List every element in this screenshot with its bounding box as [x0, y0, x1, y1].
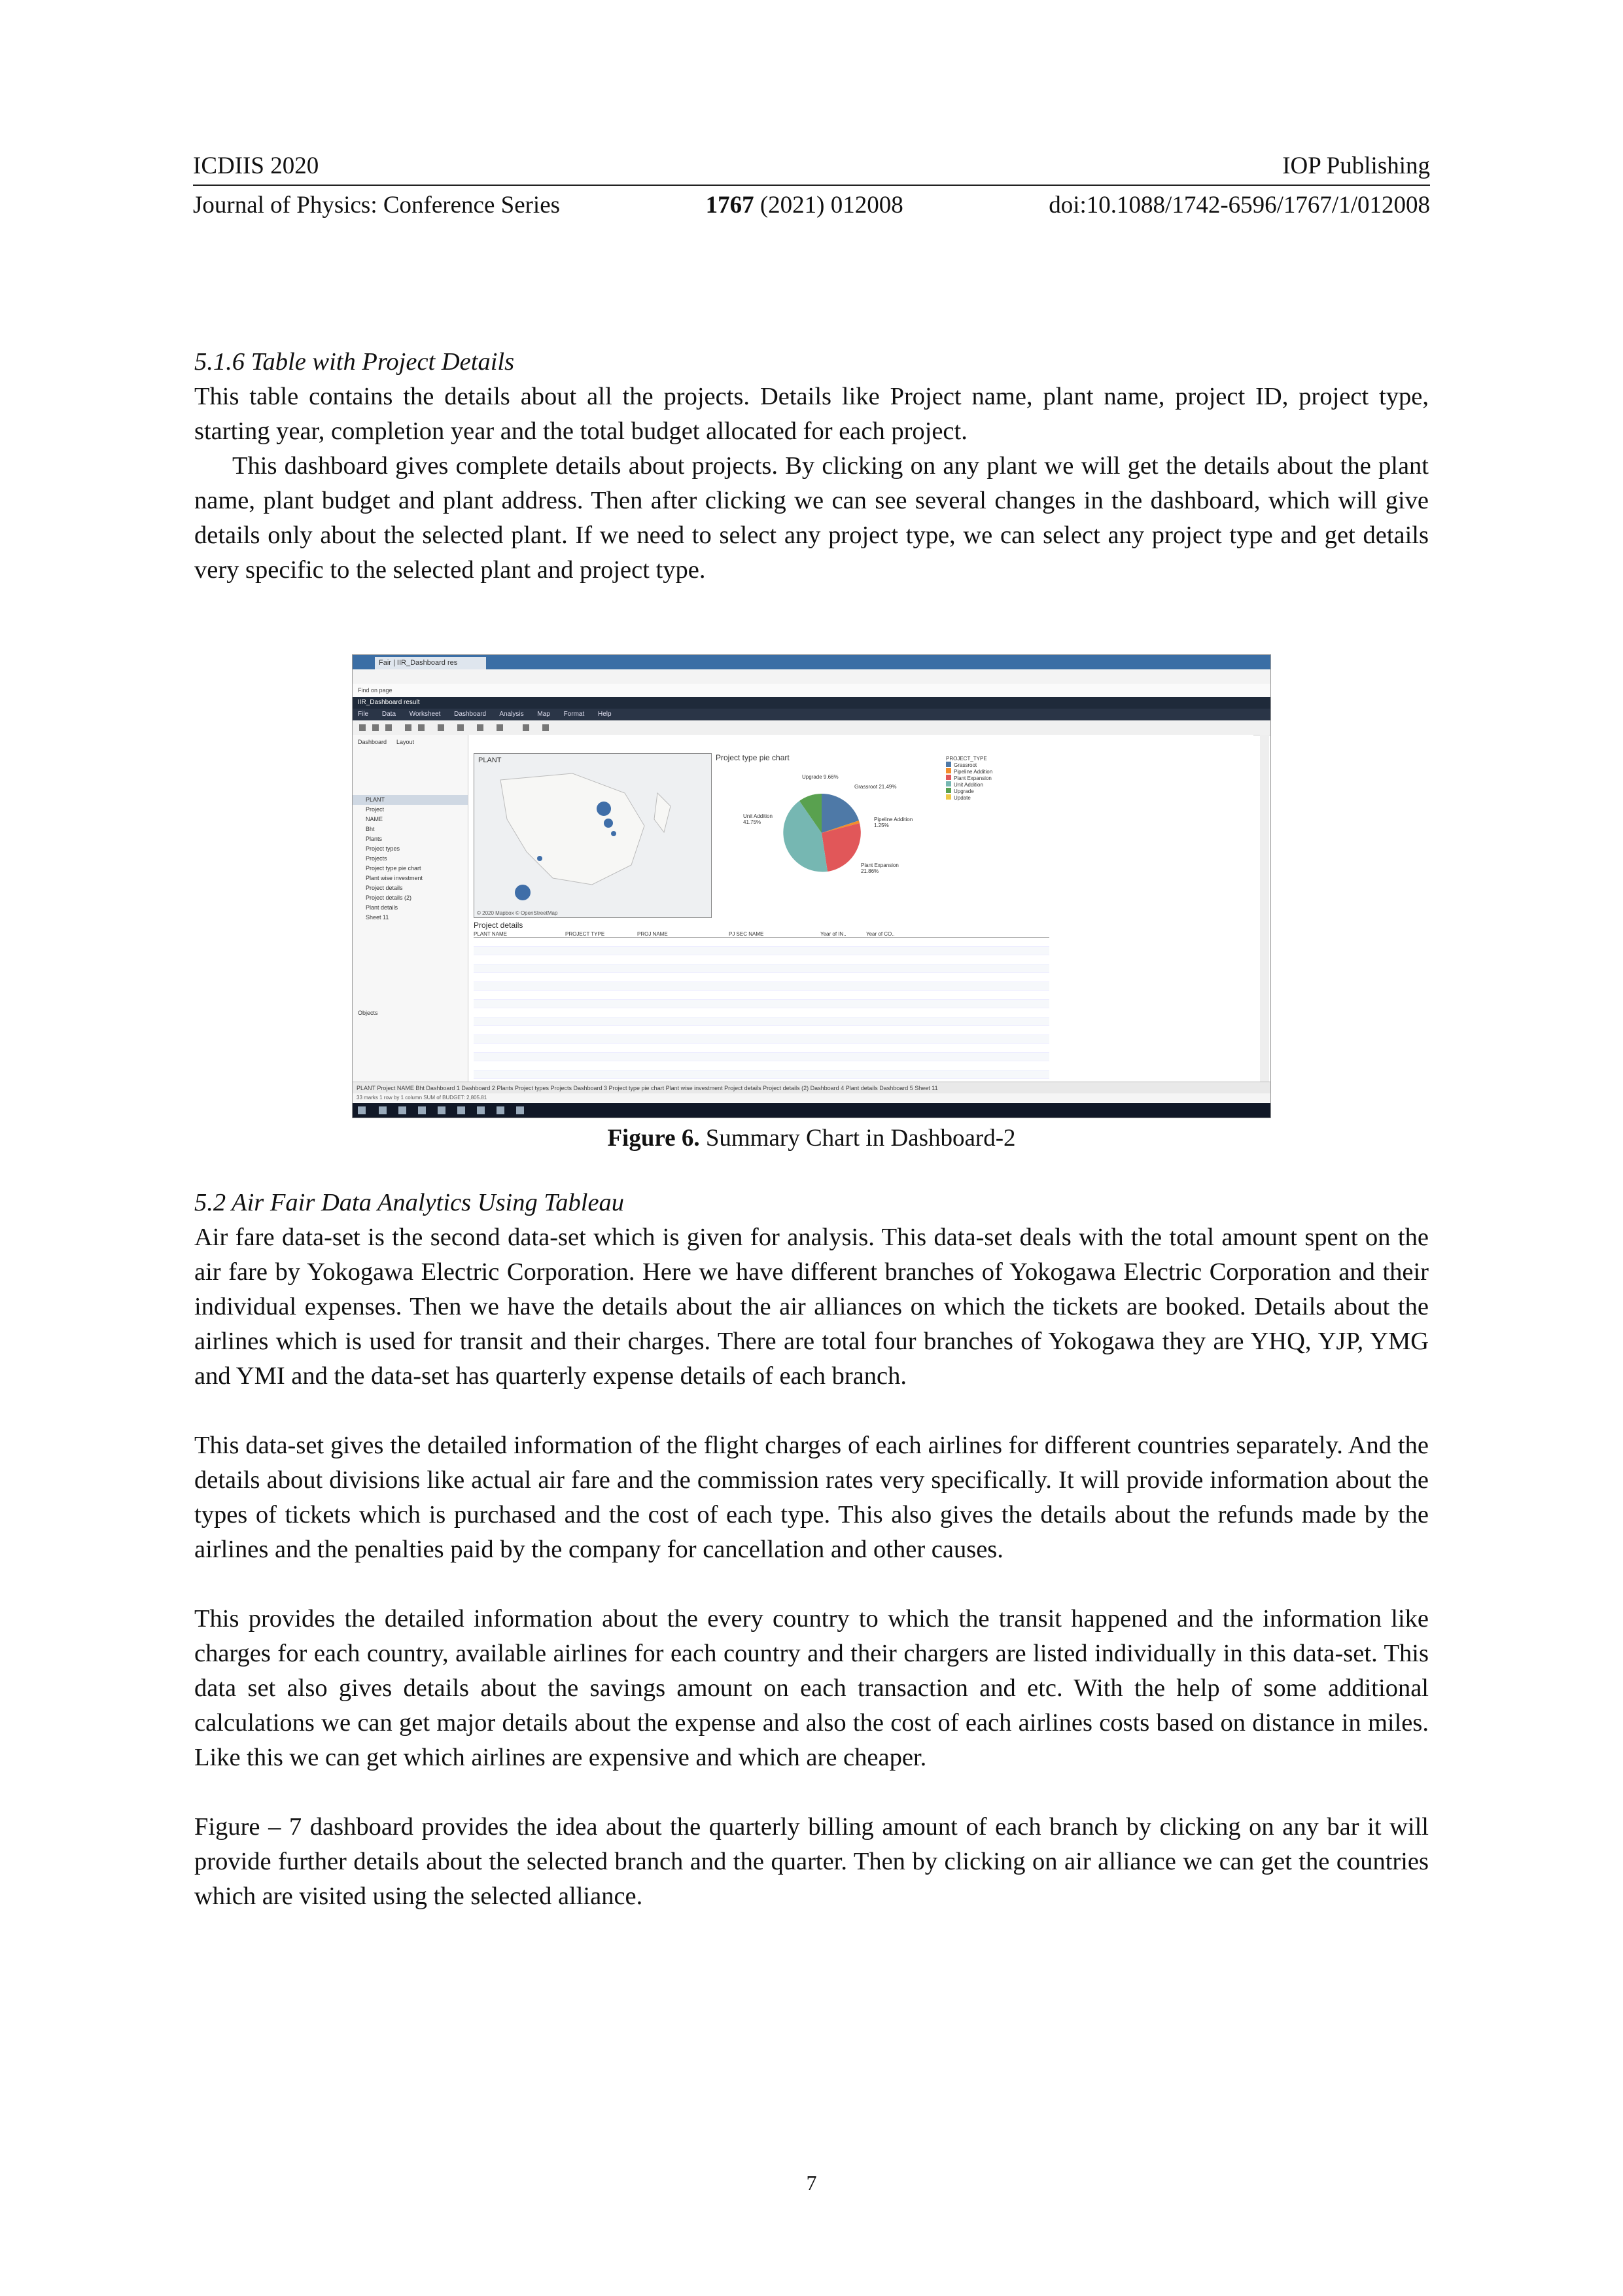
- plant-marker[interactable]: [537, 856, 542, 861]
- dashboard-sidebar: [353, 735, 468, 1082]
- pie-chart-title: Project type pie chart: [716, 753, 790, 762]
- pie-label: Grassroot 21.49%: [854, 784, 897, 790]
- pie-label: Unit Addition 41.75%: [743, 813, 773, 825]
- legend-title: PROJECT_TYPE: [946, 756, 987, 762]
- table-header-cell[interactable]: [912, 931, 1036, 937]
- sheet-item[interactable]: Plants: [366, 836, 383, 842]
- plant-marker[interactable]: [604, 819, 613, 828]
- toolbar-icons: [353, 720, 680, 735]
- legend-item[interactable]: [946, 781, 1031, 788]
- project-details-table[interactable]: [474, 931, 1049, 1078]
- legend-swatch: [946, 762, 951, 767]
- sheet-tabs[interactable]: PLANT Project NAME Bht Dashboard 1 Dashboard 2 Plants Project types Projects Dashboard 3 Project type pie chart Plant wise investment Project details Project details (2) Dashboard 4 Plant details Dashboard 5 Sheet 11: [353, 1082, 1270, 1094]
- sheet-list: [353, 795, 468, 923]
- browser-url-bar[interactable]: [353, 669, 1270, 684]
- browser-tab[interactable]: Fair | IIR_Dashboard res: [375, 657, 486, 669]
- pie-legend: [946, 756, 1031, 801]
- paragraph: Air fare data-set is the second data-set which is given for analysis. This data-set deals with the total amount spent on the air fare by Yokogawa Electric Corporation. Here we have different branches of Yokogawa Electric Corporation and their individual expenses. Then we have the details about the air alliances on which the tickets are booked. Details about the airlines which is used for transit and their charges. There are total four branches of Yokogawa they are YHQ, YJP, YMG and YMI and the data-set has quarterly expense details of each branch.: [194, 1224, 1429, 1390]
- table-row[interactable]: [474, 1026, 1049, 1035]
- page-number: 7: [806, 2171, 817, 2195]
- table-row[interactable]: [474, 1044, 1049, 1053]
- sheet-item[interactable]: Project type pie chart: [366, 865, 421, 872]
- sheet-item[interactable]: Project: [366, 806, 385, 813]
- plant-marker[interactable]: [611, 831, 616, 836]
- sheet-item[interactable]: Plant wise investment: [366, 875, 423, 881]
- sheet-item[interactable]: NAME: [366, 816, 383, 822]
- paragraph: Figure – 7 dashboard provides the idea about the quarterly billing amount of each branch by clicking on any bar it will provide further details about the selected branch and the quarter. Then by clicking on air alliance we can get the countries which are visited using the selected alliance.: [194, 1813, 1429, 1910]
- sheet-item[interactable]: Project types: [366, 845, 400, 852]
- table-row[interactable]: [474, 1053, 1049, 1062]
- legend-swatch: [946, 781, 951, 786]
- figure-6-screenshot: [352, 654, 1271, 1118]
- pie-label: Upgrade 9.66%: [802, 774, 839, 780]
- legend-item[interactable]: [946, 762, 1031, 768]
- section-heading: 5.1.6 Table with Project Details: [194, 348, 515, 376]
- plant-marker[interactable]: [515, 885, 531, 900]
- table-header-cell[interactable]: Year of IN..: [820, 931, 846, 937]
- legend-label: Pipeline Addition: [954, 769, 993, 775]
- legend-item[interactable]: [946, 775, 1031, 781]
- paragraph: This data-set gives the detailed information of the flight charges of each airlines for different countries separately. And the details about divisions like actual air fare and the commission rates very specifically. It will provide information about the types of tickets which is purchased and the cost of each type. This also gives the details about the refunds made by the airlines and the penalties paid by the company for cancellation and other causes.: [194, 1432, 1429, 1563]
- table-row[interactable]: [474, 973, 1049, 982]
- plant-map[interactable]: [474, 753, 712, 918]
- table-row[interactable]: [474, 947, 1049, 956]
- legend-label: Grassroot: [954, 762, 977, 768]
- table-row[interactable]: [474, 1000, 1049, 1009]
- legend-swatch: [946, 794, 951, 800]
- journal-line: [193, 191, 1430, 220]
- issue-info: (2021) 012008: [759, 192, 903, 219]
- table-title: Project details: [474, 921, 523, 930]
- table-header-cell[interactable]: PJ SEC NAME: [729, 931, 764, 937]
- legend-label: Plant Expansion: [954, 775, 992, 781]
- section-heading: 5.2 Air Fair Data Analytics Using Tableau: [194, 1189, 625, 1216]
- toolbar[interactable]: [353, 720, 1270, 735]
- legend-label: Unit Addition: [954, 782, 983, 788]
- table-row[interactable]: [474, 1070, 1049, 1080]
- taskbar-icons: [353, 1103, 614, 1118]
- table-header-cell[interactable]: PLANT NAME: [474, 931, 507, 937]
- volume-info: [706, 191, 903, 220]
- publisher-name: IOP Publishing: [1282, 152, 1430, 179]
- legend-item[interactable]: [946, 788, 1031, 794]
- table-row[interactable]: [474, 938, 1049, 947]
- browser-tab-strip: [353, 655, 1270, 669]
- legend-label: Upgrade: [954, 788, 974, 794]
- legend-swatch: [946, 775, 951, 780]
- volume-number: 1767: [705, 192, 754, 219]
- table-header-row: [474, 931, 1049, 938]
- objects-panel: Objects: [358, 1010, 378, 1016]
- table-row[interactable]: [474, 1061, 1049, 1070]
- vertical-scrollbar[interactable]: [1260, 735, 1269, 1082]
- menu-bar[interactable]: File Data Worksheet Dashboard Analysis Map Format Help: [353, 709, 1270, 720]
- app-title-bar: IIR_Dashboard result: [353, 697, 1270, 709]
- table-row[interactable]: [474, 955, 1049, 964]
- sheet-item[interactable]: Projects: [366, 855, 387, 862]
- caption-text: Summary Chart in Dashboard-2: [699, 1125, 1016, 1152]
- find-bar: [353, 684, 1270, 698]
- table-header-cell[interactable]: PROJECT TYPE: [565, 931, 605, 937]
- map-title: PLANT: [478, 756, 502, 764]
- status-bar: 33 marks 1 row by 1 column SUM of BUDGET: 2,805.81: [353, 1093, 1270, 1103]
- paragraph: This table contains the details about all the projects. Details like Project name, plant name, project ID, project type, starting year, completion year and the total budget allocated for each project.: [194, 383, 1429, 445]
- legend-item[interactable]: [946, 794, 1031, 801]
- windows-taskbar: [353, 1103, 1270, 1118]
- running-header: [193, 152, 1430, 181]
- map-drawing: [474, 754, 711, 917]
- map-credit: © 2020 Mapbox © OpenStreetMap: [477, 910, 558, 916]
- table-header-cell[interactable]: Year of CO..: [866, 931, 895, 937]
- dashboard-tab-label[interactable]: Dashboard Layout: [358, 739, 415, 745]
- section-5-1-6: [194, 345, 1429, 588]
- sheet-item[interactable]: Project details (2): [366, 894, 412, 901]
- table-row[interactable]: [474, 1017, 1049, 1027]
- dashboard-canvas: [468, 735, 1253, 1082]
- find-label: Find on page: [358, 687, 393, 694]
- paragraph: This dashboard gives complete details about projects. By clicking on any plant we will get the details about the plant name, plant budget and plant address. Then after clicking we can see several changes in the dashboard, which will give details only about the selected plant. If we need to select any project type, we can select any project type and get details very specific to the selected plant and project type.: [194, 452, 1429, 584]
- project-type-pie-chart[interactable]: [710, 761, 946, 905]
- caption-label: Figure 6.: [607, 1125, 700, 1152]
- legend-swatch: [946, 768, 951, 773]
- table-row[interactable]: [474, 991, 1049, 1000]
- sheet-item[interactable]: Sheet 11: [366, 914, 389, 921]
- table-row[interactable]: [474, 964, 1049, 974]
- table-row[interactable]: [474, 982, 1049, 991]
- doi: doi:10.1088/1742-6596/1767/1/012008: [1049, 192, 1430, 219]
- legend-item[interactable]: [946, 768, 1031, 775]
- sheet-item[interactable]: Plant details: [366, 904, 398, 911]
- plant-marker[interactable]: [597, 802, 611, 816]
- figure-caption: [0, 1124, 1623, 1153]
- table-row[interactable]: [474, 1008, 1049, 1017]
- sheet-item[interactable]: PLANT: [353, 795, 468, 805]
- paragraph: This provides the detailed information about the every country to which the transit happened and the information like charges for each country, available airlines for each country and their chargers are listed individually in this data-set. This data set also gives details about the savings amount on each transaction and etc. With the help of some additional calculations we can get major details about the expense and also the cost of each airlines costs based on distance in miles. Like this we can get which airlines are expensive and which are cheaper.: [194, 1605, 1429, 1771]
- pie-label: Plant Expansion 21.86%: [861, 862, 899, 874]
- table-row[interactable]: [474, 1035, 1049, 1044]
- sheet-item[interactable]: Bht: [366, 826, 375, 832]
- pie-label: Pipeline Addition 1.25%: [874, 817, 913, 828]
- header-rule: [193, 185, 1430, 186]
- legend-swatch: [946, 788, 951, 793]
- conference-name: ICDIIS 2020: [193, 152, 319, 179]
- section-5-2: [194, 1186, 1429, 1914]
- sheet-item[interactable]: Project details: [366, 885, 403, 891]
- journal-series: Journal of Physics: Conference Series: [193, 192, 561, 219]
- legend-label: Update: [954, 795, 971, 801]
- table-header-cell[interactable]: PROJ NAME: [637, 931, 668, 937]
